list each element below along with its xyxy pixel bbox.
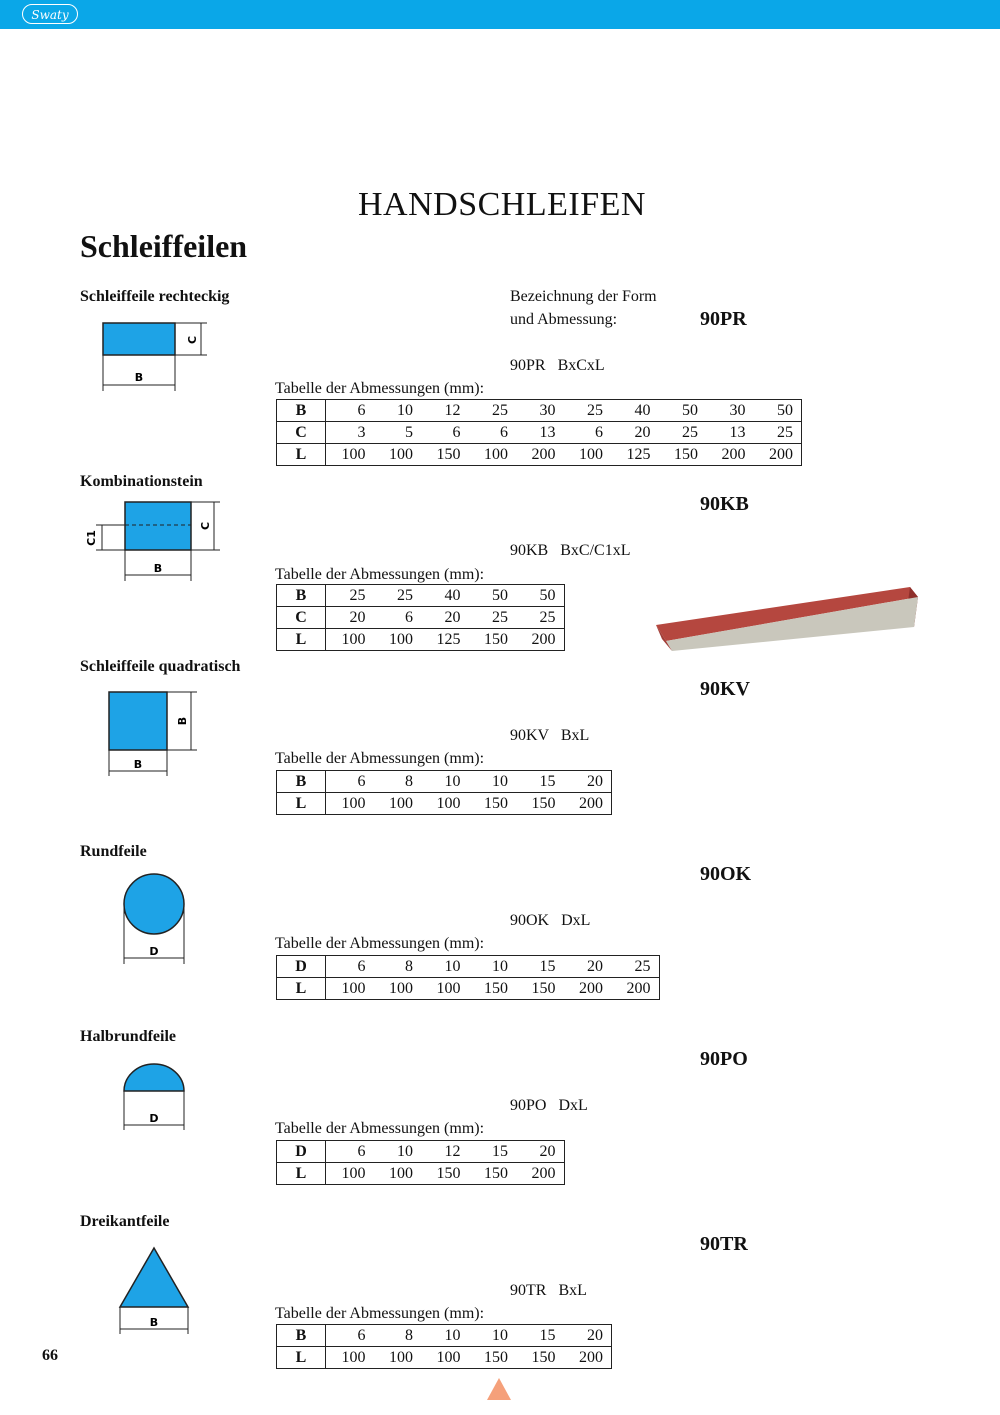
cell-value: 200	[531, 630, 556, 648]
table-cell	[421, 771, 469, 793]
round-file-diagram	[115, 868, 195, 968]
table-cell	[611, 444, 659, 466]
table-cell	[516, 771, 564, 793]
table-cell	[421, 585, 469, 607]
cell-value: 25	[777, 423, 793, 441]
row-label: B	[277, 1325, 326, 1347]
table-cell	[374, 400, 422, 422]
table-caption: Tabelle der Abmessungen (mm):	[275, 380, 485, 397]
table-cell	[659, 444, 707, 466]
row-label: C	[277, 607, 326, 629]
table-cell	[469, 607, 517, 629]
table-cell	[374, 956, 422, 978]
intro-line-2: und Abmessung:	[510, 311, 618, 328]
cell-value: 50	[682, 401, 698, 419]
table-cell	[421, 793, 469, 815]
table-cell	[374, 1325, 422, 1347]
cell-value: 6	[357, 772, 366, 790]
table-cell	[469, 444, 517, 466]
cell-value: 6	[357, 957, 366, 975]
cell-value: 6	[357, 401, 366, 419]
table-cell	[564, 422, 612, 444]
row-label: L	[277, 793, 326, 815]
table-row	[277, 771, 612, 793]
table-cell	[326, 771, 374, 793]
cell-value: 20	[349, 608, 366, 626]
table-cell	[516, 607, 564, 629]
table-cell	[516, 956, 564, 978]
table-cell	[421, 629, 469, 651]
product-name-triangular: Dreikantfeile	[80, 1213, 170, 1230]
cell-value: 10	[444, 1326, 461, 1344]
table-cell	[516, 444, 564, 466]
table-cell	[611, 978, 659, 1000]
cell-value: 13	[539, 423, 556, 441]
cell-value: 10	[492, 1326, 508, 1344]
table-row	[277, 1141, 565, 1163]
cell-value: 10	[444, 957, 461, 975]
table-cell	[421, 1141, 469, 1163]
cell-value: 25	[492, 608, 508, 626]
cell-value: 25	[587, 401, 603, 419]
square-file-diagram	[102, 686, 202, 778]
table-cell	[754, 422, 802, 444]
table-row	[277, 444, 802, 466]
table-cell	[564, 956, 612, 978]
cell-value: 15	[539, 957, 556, 975]
table-cell	[469, 422, 517, 444]
table-cell	[706, 444, 754, 466]
cell-value: 6	[595, 423, 603, 441]
product-name-combination: Kombinationstein	[80, 473, 203, 490]
dim-label-c: C	[186, 335, 199, 345]
cell-value: 13	[729, 423, 746, 441]
dim-label-d: D	[149, 1112, 159, 1125]
table-cell	[611, 956, 659, 978]
table-cell	[706, 422, 754, 444]
cell-value: 6	[500, 423, 508, 441]
table-cell	[564, 400, 612, 422]
table-cell	[326, 1347, 374, 1369]
cell-value: 150	[531, 979, 556, 997]
dim-label-b: B	[134, 371, 144, 384]
cell-value: 125	[626, 445, 651, 463]
table-cell	[611, 422, 659, 444]
table-cell	[564, 771, 612, 793]
table-cell	[374, 585, 422, 607]
cell-value: 100	[389, 630, 413, 648]
table-row	[277, 1325, 612, 1347]
table-row	[277, 978, 660, 1000]
dimensions-table-90kb	[276, 584, 565, 651]
table-cell	[754, 444, 802, 466]
product-formula-90kv: 90KV BxL	[510, 727, 590, 744]
cell-value: 150	[436, 445, 461, 463]
product-code-90pr: 90PR	[700, 308, 747, 330]
dim-label-c: C	[199, 521, 212, 531]
table-cell	[374, 1163, 422, 1185]
cell-value: 200	[531, 1164, 556, 1182]
cell-value: 25	[492, 401, 508, 419]
cell-value: 10	[397, 401, 413, 419]
product-name-square: Schleiffeile quadratisch	[80, 658, 241, 675]
page-title: HANDSCHLEIFEN	[358, 186, 646, 223]
table-cell	[516, 793, 564, 815]
half-round-file-diagram	[115, 1058, 195, 1134]
table-cell	[469, 1347, 517, 1369]
product-code-90kb: 90KB	[700, 493, 749, 515]
cell-value: 25	[634, 957, 651, 975]
table-cell	[421, 607, 469, 629]
dimensions-table-90tr	[276, 1324, 612, 1369]
up-arrow-icon[interactable]	[487, 1378, 511, 1400]
cell-value: 100	[341, 794, 366, 812]
table-cell	[469, 1141, 517, 1163]
table-cell	[421, 1325, 469, 1347]
section-title: Schleiffeilen	[80, 228, 248, 264]
table-cell	[659, 422, 707, 444]
table-cell	[374, 629, 422, 651]
row-label: L	[277, 1163, 326, 1185]
table-cell	[326, 422, 374, 444]
table-cell	[374, 978, 422, 1000]
cell-value: 100	[389, 445, 413, 463]
table-cell	[326, 1163, 374, 1185]
cell-value: 150	[531, 794, 556, 812]
table-row	[277, 422, 802, 444]
table-row	[277, 793, 612, 815]
cell-value: 150	[531, 1348, 556, 1366]
table-cell	[374, 607, 422, 629]
cell-value: 200	[769, 445, 793, 463]
cell-value: 20	[587, 772, 603, 790]
table-cell	[326, 444, 374, 466]
cell-value: 200	[531, 445, 556, 463]
cell-value: 150	[484, 1164, 508, 1182]
dimensions-table-90ok	[276, 955, 660, 1000]
table-row	[277, 607, 565, 629]
cell-value: 100	[389, 794, 413, 812]
table-cell	[469, 956, 517, 978]
table-cell	[326, 978, 374, 1000]
cell-value: 12	[444, 1142, 461, 1160]
table-cell	[374, 1347, 422, 1369]
table-cell	[564, 444, 612, 466]
table-cell	[421, 1347, 469, 1369]
table-cell	[706, 400, 754, 422]
table-cell	[326, 793, 374, 815]
table-cell	[469, 400, 517, 422]
product-name-round: Rundfeile	[80, 843, 147, 860]
table-cell	[516, 422, 564, 444]
table-cell	[469, 585, 517, 607]
table-cell	[516, 629, 564, 651]
cell-value: 15	[539, 772, 556, 790]
cell-value: 25	[349, 586, 366, 604]
product-code-90tr: 90TR	[700, 1233, 748, 1255]
table-cell	[326, 1141, 374, 1163]
cell-value: 15	[492, 1142, 508, 1160]
table-cell	[326, 400, 374, 422]
table-cell	[564, 1325, 612, 1347]
table-row	[277, 956, 660, 978]
cell-value: 6	[357, 1142, 366, 1160]
table-cell	[516, 1163, 564, 1185]
table-cell	[516, 585, 564, 607]
table-cell	[516, 400, 564, 422]
cell-value: 10	[397, 1142, 413, 1160]
cell-value: 150	[484, 630, 508, 648]
table-row	[277, 400, 802, 422]
table-cell	[326, 607, 374, 629]
table-cell	[374, 444, 422, 466]
rectangular-file-diagram	[95, 315, 215, 395]
cell-value: 10	[492, 957, 508, 975]
row-label: L	[277, 629, 326, 651]
triangular-file-diagram	[112, 1242, 198, 1338]
cell-value: 20	[587, 1326, 603, 1344]
cell-value: 50	[492, 586, 508, 604]
row-label: L	[277, 444, 326, 466]
dimensions-table-90pr	[276, 399, 802, 466]
dim-label-b: B	[133, 758, 143, 771]
cell-value: 10	[444, 772, 461, 790]
top-bar	[0, 0, 1000, 29]
cell-value: 30	[539, 401, 556, 419]
row-label: L	[277, 1347, 326, 1369]
row-label: L	[277, 978, 326, 1000]
cell-value: 8	[405, 957, 413, 975]
cell-value: 10	[492, 772, 508, 790]
table-cell	[564, 793, 612, 815]
row-label: C	[277, 422, 326, 444]
cell-value: 150	[484, 979, 508, 997]
product-formula-90ok: 90OK DxL	[510, 912, 591, 929]
product-name-rectangular: Schleiffeile rechteckig	[80, 288, 230, 305]
table-cell	[469, 1163, 517, 1185]
table-cell	[516, 1325, 564, 1347]
dimensions-table-90kv	[276, 770, 612, 815]
table-cell	[564, 978, 612, 1000]
table-cell	[611, 400, 659, 422]
table-cell	[374, 422, 422, 444]
table-cell	[469, 978, 517, 1000]
cell-value: 8	[405, 772, 413, 790]
table-cell	[421, 1163, 469, 1185]
cell-value: 20	[444, 608, 461, 626]
cell-value: 6	[357, 1326, 366, 1344]
row-label: D	[277, 956, 326, 978]
row-label: B	[277, 400, 326, 422]
cell-value: 20	[634, 423, 651, 441]
product-name-half-round: Halbrundfeile	[80, 1028, 177, 1045]
cell-value: 150	[484, 1348, 508, 1366]
table-caption: Tabelle der Abmessungen (mm):	[275, 1305, 485, 1322]
cell-value: 25	[682, 423, 698, 441]
table-cell	[421, 444, 469, 466]
cell-value: 6	[452, 423, 461, 441]
cell-value: 150	[436, 1164, 461, 1182]
table-row	[277, 585, 565, 607]
table-row	[277, 1163, 565, 1185]
cell-value: 200	[579, 1348, 603, 1366]
table-cell	[326, 585, 374, 607]
table-cell	[326, 956, 374, 978]
cell-value: 200	[721, 445, 746, 463]
product-formula-90kb: 90KB BxC/C1xL	[510, 542, 631, 559]
dim-label-b: B	[176, 716, 189, 726]
product-formula-90pr: 90PR BxCxL	[510, 357, 605, 374]
table-cell	[469, 1325, 517, 1347]
cell-value: 8	[405, 1326, 413, 1344]
cell-value: 100	[436, 979, 461, 997]
combination-stone-diagram	[82, 495, 227, 585]
cell-value: 100	[341, 630, 366, 648]
table-caption: Tabelle der Abmessungen (mm):	[275, 566, 485, 583]
table-caption: Tabelle der Abmessungen (mm):	[275, 935, 485, 952]
cell-value: 100	[389, 1348, 413, 1366]
table-caption: Tabelle der Abmessungen (mm):	[275, 750, 485, 767]
table-cell	[326, 1325, 374, 1347]
cell-value: 5	[405, 423, 413, 441]
cell-value: 100	[436, 1348, 461, 1366]
combination-stone-photo	[652, 585, 920, 657]
table-row	[277, 629, 565, 651]
cell-value: 100	[341, 1348, 366, 1366]
brand-logo: Swaty	[22, 4, 78, 24]
table-cell	[374, 793, 422, 815]
cell-value: 200	[579, 979, 603, 997]
cell-value: 40	[634, 401, 651, 419]
cell-value: 25	[397, 586, 413, 604]
row-label: B	[277, 585, 326, 607]
dimensions-table-90po	[276, 1140, 565, 1185]
cell-value: 150	[674, 445, 698, 463]
table-cell	[516, 978, 564, 1000]
cell-value: 6	[405, 608, 413, 626]
product-formula-90po: 90PO DxL	[510, 1097, 588, 1114]
table-cell	[469, 629, 517, 651]
table-cell	[469, 771, 517, 793]
table-cell	[754, 400, 802, 422]
page-number: 66	[42, 1347, 58, 1364]
table-cell	[374, 1141, 422, 1163]
cell-value: 100	[341, 445, 366, 463]
table-cell	[326, 629, 374, 651]
cell-value: 12	[444, 401, 461, 419]
cell-value: 100	[341, 1164, 366, 1182]
row-label: D	[277, 1141, 326, 1163]
table-cell	[421, 956, 469, 978]
table-cell	[421, 422, 469, 444]
cell-value: 200	[579, 794, 603, 812]
cell-value: 100	[389, 979, 413, 997]
intro-line-1: Bezeichnung der Form	[510, 288, 657, 305]
cell-value: 150	[484, 794, 508, 812]
table-cell	[516, 1141, 564, 1163]
cell-value: 50	[539, 586, 556, 604]
table-cell	[421, 400, 469, 422]
dim-label-d: D	[149, 945, 159, 958]
table-row	[277, 1347, 612, 1369]
product-formula-90tr: 90TR BxL	[510, 1282, 587, 1299]
cell-value: 125	[436, 630, 461, 648]
cell-value: 100	[436, 794, 461, 812]
table-cell	[421, 978, 469, 1000]
row-label: B	[277, 771, 326, 793]
cell-value: 100	[484, 445, 508, 463]
table-cell	[374, 771, 422, 793]
cell-value: 25	[539, 608, 556, 626]
table-cell	[469, 793, 517, 815]
cell-value: 50	[777, 401, 793, 419]
product-code-90kv: 90KV	[700, 678, 750, 700]
cell-value: 100	[389, 1164, 413, 1182]
cell-value: 40	[444, 586, 461, 604]
table-cell	[659, 400, 707, 422]
table-cell	[516, 1347, 564, 1369]
product-code-90po: 90PO	[700, 1048, 748, 1070]
table-cell	[564, 1347, 612, 1369]
cell-value: 100	[341, 979, 366, 997]
dim-label-b: B	[153, 562, 163, 575]
cell-value: 15	[539, 1326, 556, 1344]
cell-value: 200	[626, 979, 651, 997]
dim-label-c1: C1	[85, 530, 98, 546]
dim-label-b: B	[149, 1316, 159, 1329]
table-caption: Tabelle der Abmessungen (mm):	[275, 1120, 485, 1137]
product-code-90ok: 90OK	[700, 863, 752, 885]
cell-value: 20	[587, 957, 603, 975]
cell-value: 3	[357, 423, 366, 441]
cell-value: 100	[579, 445, 603, 463]
cell-value: 20	[539, 1142, 556, 1160]
cell-value: 30	[729, 401, 746, 419]
